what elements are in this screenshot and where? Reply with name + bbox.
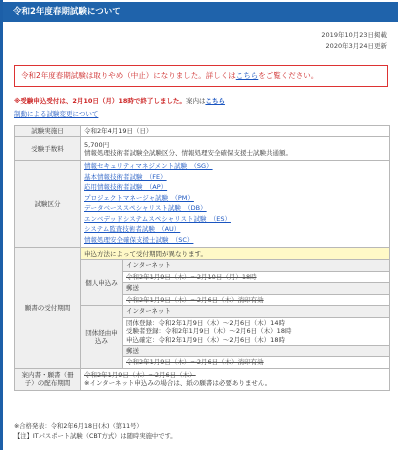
guide-label: 案内書・願書（冊子）の配布期間 bbox=[15, 368, 81, 390]
period-note: 申込方法によって受付期間が異なります。 bbox=[81, 248, 390, 260]
dates bbox=[321, 30, 387, 52]
category-list bbox=[81, 161, 390, 248]
cancellation-notice bbox=[14, 65, 388, 87]
exam-link-sg[interactable]: 情報セキュリティマネジメント試験 （SG） bbox=[84, 162, 213, 171]
guide-cell bbox=[81, 368, 390, 390]
group-label: 団体経由申込み bbox=[81, 306, 123, 369]
individual-mail-period: 令和2年1月9日（木）～2月6日（木）消印有効 bbox=[123, 294, 390, 305]
individual-label: 個人申込み bbox=[81, 260, 123, 306]
fee-amount: 5,700円 bbox=[84, 140, 110, 149]
exam-info-table bbox=[14, 125, 390, 391]
itpassport-note: 【注】ITパスポート試験（CBT方式）は随時実施中です。 bbox=[14, 433, 177, 440]
group-period-line: 申込確定：令和2年1月9日（木）～2月6日（木）18時 bbox=[126, 335, 285, 344]
individual-internet-period: 令和2年1月9日（木）～2月10日（月）18時 bbox=[123, 271, 390, 282]
exam-date-label: 試験実施日 bbox=[15, 126, 81, 137]
exam-link-fe[interactable]: 基本情報技術者試験 （FE） bbox=[84, 172, 167, 181]
footer-notes bbox=[14, 422, 177, 442]
exam-link-ap[interactable]: 応用情報技術者試験 （AP） bbox=[84, 183, 168, 192]
guide-period: 令和2年1月9日（木）～2月6日（木） bbox=[84, 370, 196, 379]
period-label: 願書の受付期間 bbox=[15, 248, 81, 368]
updated-date: 2020年3月24日更新 bbox=[325, 42, 387, 50]
individual-internet-label: インターネット bbox=[123, 260, 390, 271]
notice-text: 令和2年度春期試験は取りやめ（中止）になりました。詳しくは bbox=[21, 71, 236, 80]
individual-mail-label: 郵送 bbox=[123, 283, 390, 294]
deadline-notice bbox=[14, 97, 225, 105]
result-announcement: ※合格発表：令和2年6月18日(木)（第11号） bbox=[14, 423, 143, 430]
exam-link-au[interactable]: システム監査技術者試験 （AU） bbox=[84, 225, 181, 234]
group-internet-label: インターネット bbox=[123, 306, 390, 317]
group-mail-label: 郵送 bbox=[123, 345, 390, 356]
guide-note: ※インターネット申込みの場合は、紙の願書は必要ありません。 bbox=[84, 379, 272, 388]
fee-label: 受験手数料 bbox=[15, 137, 81, 161]
group-period-line: 受験者登録：令和2年1月9日（木）～2月6日（木）18時 bbox=[126, 327, 292, 336]
deadline-normal: 案内は bbox=[185, 97, 206, 105]
published-date: 2019年10月23日掲載 bbox=[321, 31, 387, 39]
exam-link-pm[interactable]: プロジェクトマネージャ試験 （PM） bbox=[84, 193, 194, 202]
notice-link[interactable]: こちら bbox=[235, 71, 259, 80]
fee-note: 情報処理技術者試験全試験区分、情報処理安全確保支援士試験共通額。 bbox=[84, 148, 292, 157]
group-period-line: 団体登録：令和2年1月9日（木）～2月6日（木）14時 bbox=[126, 318, 285, 327]
deadline-link[interactable]: こちら bbox=[205, 97, 225, 105]
deadline-text: ※受験申込受付は、2月10日（月）18時で終了しました。 bbox=[14, 97, 186, 105]
change-link[interactable]: 制動による試験変更について bbox=[14, 110, 99, 118]
category-label: 試験区分 bbox=[15, 161, 81, 248]
fee-cell bbox=[81, 137, 390, 161]
exam-link-sc[interactable]: 情報処理安全確保支援士試験 （SC） bbox=[84, 235, 194, 244]
exam-link-es[interactable]: エンベデッドシステムスペシャリスト試験 （ES） bbox=[84, 214, 231, 223]
notice-suffix: をご覧ください。 bbox=[258, 71, 319, 80]
exam-date: 令和2年4月19日（日） bbox=[81, 126, 390, 137]
group-mail-period: 令和2年1月9日（木）～2月6日（木）消印有効 bbox=[123, 357, 390, 368]
page-title: 令和2年度春期試験について bbox=[3, 2, 398, 22]
group-internet-periods bbox=[123, 317, 390, 345]
exam-link-db[interactable]: データベーススペシャリスト試験 （DB） bbox=[84, 204, 207, 213]
